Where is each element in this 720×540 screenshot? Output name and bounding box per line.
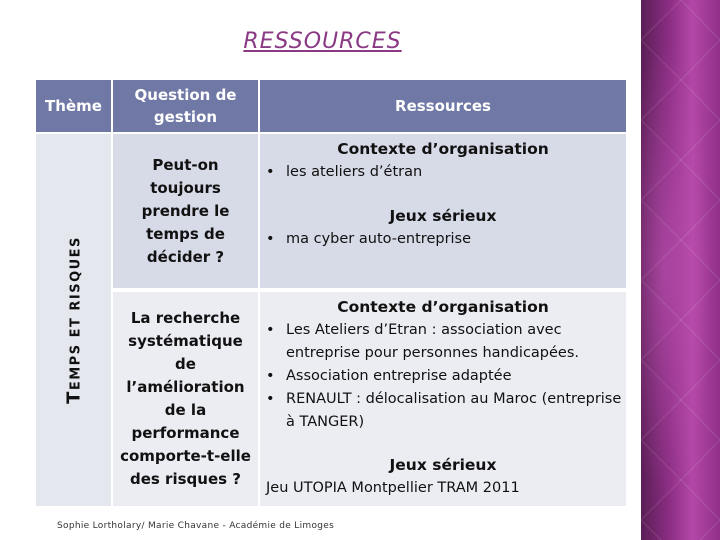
theme-label-initial: T — [63, 390, 84, 404]
row-2-games-heading: Jeux sérieux — [389, 456, 497, 474]
row-1-question: Peut-on toujours prendre le temps de décider ? — [113, 134, 260, 290]
theme-cell — [36, 134, 113, 506]
row-2-resources — [260, 292, 626, 506]
row-2-context-item-3: • RENAULT : délocalisation au Maroc (entreprise à TANGER) — [260, 388, 626, 434]
strip-pattern — [641, 0, 720, 540]
theme-label-rest: EMPS ET RISQUES — [68, 236, 83, 391]
slide-title: RESSOURCES — [243, 29, 402, 54]
row-1-resources — [260, 134, 626, 290]
row-2-context-heading: Contexte d’organisation — [337, 298, 549, 316]
row-1-context-heading: Contexte d’organisation — [337, 140, 549, 158]
row-1-games-heading: Jeux sérieux — [389, 207, 497, 225]
row-2-context-item-2: • Association entreprise adaptée — [260, 365, 626, 388]
row-2-question: La recherche systématique de l’amélioration de la performance comporte-t-elle des risques ? — [113, 292, 260, 506]
resources-table — [36, 80, 626, 506]
header-question: Question de gestion — [113, 80, 260, 132]
row-2-context-item-1: • Les Ateliers d’Etran : association avec entreprise pour personnes handicapées. — [260, 319, 626, 365]
row-1-context-item-1: • les ateliers d’étran — [260, 161, 626, 184]
theme-label — [63, 236, 84, 404]
decorative-side-strip — [641, 0, 720, 540]
row-2-games-text: Jeu UTOPIA Montpellier TRAM 2011 — [266, 480, 520, 496]
header-resources: Ressources — [260, 80, 626, 132]
footer-credit: Sophie Lortholary/ Marie Chavane - Académie de Limoges — [57, 521, 335, 531]
header-theme: Thème — [36, 80, 113, 132]
row-1-games-item-1: • ma cyber auto-entreprise — [260, 228, 626, 251]
